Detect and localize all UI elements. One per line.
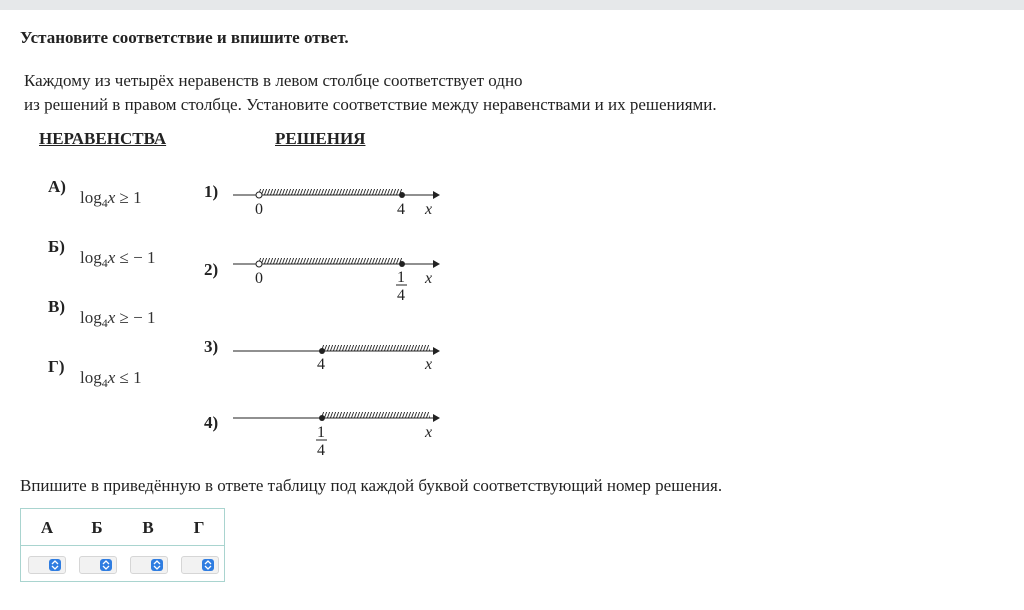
chevron-updown-icon [204, 560, 212, 570]
chevron-updown-icon [102, 560, 110, 570]
answer-letter-b: Б [91, 518, 103, 537]
chevron-updown-icon [153, 560, 161, 570]
inequality-relation: ≥ 1 [115, 188, 142, 207]
task-title: Установите соответствие и впишите ответ. [20, 28, 349, 47]
filled-point [319, 348, 325, 354]
solution-3-number: 3) [204, 337, 219, 356]
fraction-denominator: 4 [317, 442, 325, 459]
filled-point [399, 192, 405, 198]
inequalities-header: НЕРАВЕНСТВА [39, 129, 167, 148]
open-point [256, 192, 262, 198]
select-toggle[interactable] [100, 559, 112, 571]
answer-select-b[interactable] [79, 556, 117, 574]
filled-point [399, 261, 405, 267]
axis-arrow [433, 260, 440, 268]
solution-2-number: 2) [204, 260, 219, 279]
inequality-base: 4 [101, 256, 108, 270]
task-intro-line-1: Каждому из четырёх неравенств в левом столбце соответствует одно [24, 71, 523, 90]
inequality-d-letter: Г) [48, 357, 65, 376]
inequality-c [80, 308, 155, 328]
answer-select-a[interactable] [28, 556, 66, 574]
solution-1-number-line [228, 180, 448, 225]
inequality-c-letter: В) [48, 297, 65, 316]
axis-variable: x [425, 424, 433, 441]
inequality-b-letter: Б) [48, 237, 65, 256]
inequality-var: x [107, 368, 116, 387]
select-toggle[interactable] [151, 559, 163, 571]
top-bar [0, 0, 1024, 10]
answer-table-header [21, 509, 224, 546]
inequality-base: 4 [101, 376, 108, 390]
solution-3-number-line [228, 336, 448, 381]
axis-variable: x [425, 356, 433, 373]
hatched-region [322, 412, 430, 418]
axis-arrow [433, 347, 440, 355]
select-toggle[interactable] [202, 559, 214, 571]
left-label: 0 [255, 201, 263, 218]
inequality-var: x [107, 188, 116, 207]
inequality-var: x [107, 308, 116, 327]
select-toggle[interactable] [49, 559, 61, 571]
answer-table [20, 508, 225, 582]
answer-instruction: Впишите в приведённую в ответе таблицу под каждой буквой соответствующий номер решения. [20, 476, 723, 495]
solution-4-number-line [228, 403, 448, 461]
answer-letter-c: В [142, 518, 154, 537]
open-point [256, 261, 262, 267]
inequality-log: log [80, 308, 102, 327]
answer-table-row [21, 546, 224, 582]
inequality-log: log [80, 368, 102, 387]
axis-arrow [433, 414, 440, 422]
solutions-header: РЕШЕНИЯ [275, 129, 366, 148]
inequality-base: 4 [101, 316, 108, 330]
hatched-region [322, 345, 430, 351]
fraction-denominator: 4 [397, 287, 405, 304]
left-label: 0 [255, 270, 263, 287]
right-label: 4 [397, 201, 405, 218]
inequality-base: 4 [101, 196, 108, 210]
solution-1-number: 1) [204, 182, 219, 201]
chevron-updown-icon [51, 560, 59, 570]
inequality-relation: ≤ − 1 [115, 248, 156, 267]
inequality-relation: ≤ 1 [115, 368, 142, 387]
axis-arrow [433, 191, 440, 199]
hatched-region [259, 189, 402, 195]
inequality-log: log [80, 188, 102, 207]
fraction-numerator: 1 [317, 424, 325, 441]
filled-point [319, 415, 325, 421]
answer-select-d[interactable] [181, 556, 219, 574]
solution-4-number: 4) [204, 413, 219, 432]
hatched-region [259, 258, 402, 264]
answer-letter-d: Г [193, 518, 205, 537]
inequality-var: x [107, 248, 116, 267]
task-intro-line-2: из решений в правом столбце. Установите соответствие между неравенствами и их решениями. [24, 95, 717, 114]
inequality-relation: ≥ − 1 [115, 308, 156, 327]
inequality-a-letter: А) [48, 177, 66, 196]
inequality-a [80, 188, 142, 208]
solution-2-number-line [228, 249, 448, 307]
inequality-log: log [80, 248, 102, 267]
answer-letter-a: А [40, 518, 54, 537]
inequality-d [80, 368, 142, 388]
axis-variable: x [425, 201, 433, 218]
point-label: 4 [317, 356, 325, 373]
fraction-numerator: 1 [397, 269, 405, 286]
inequality-b [80, 248, 155, 268]
answer-select-c[interactable] [130, 556, 168, 574]
axis-variable: x [425, 270, 433, 287]
